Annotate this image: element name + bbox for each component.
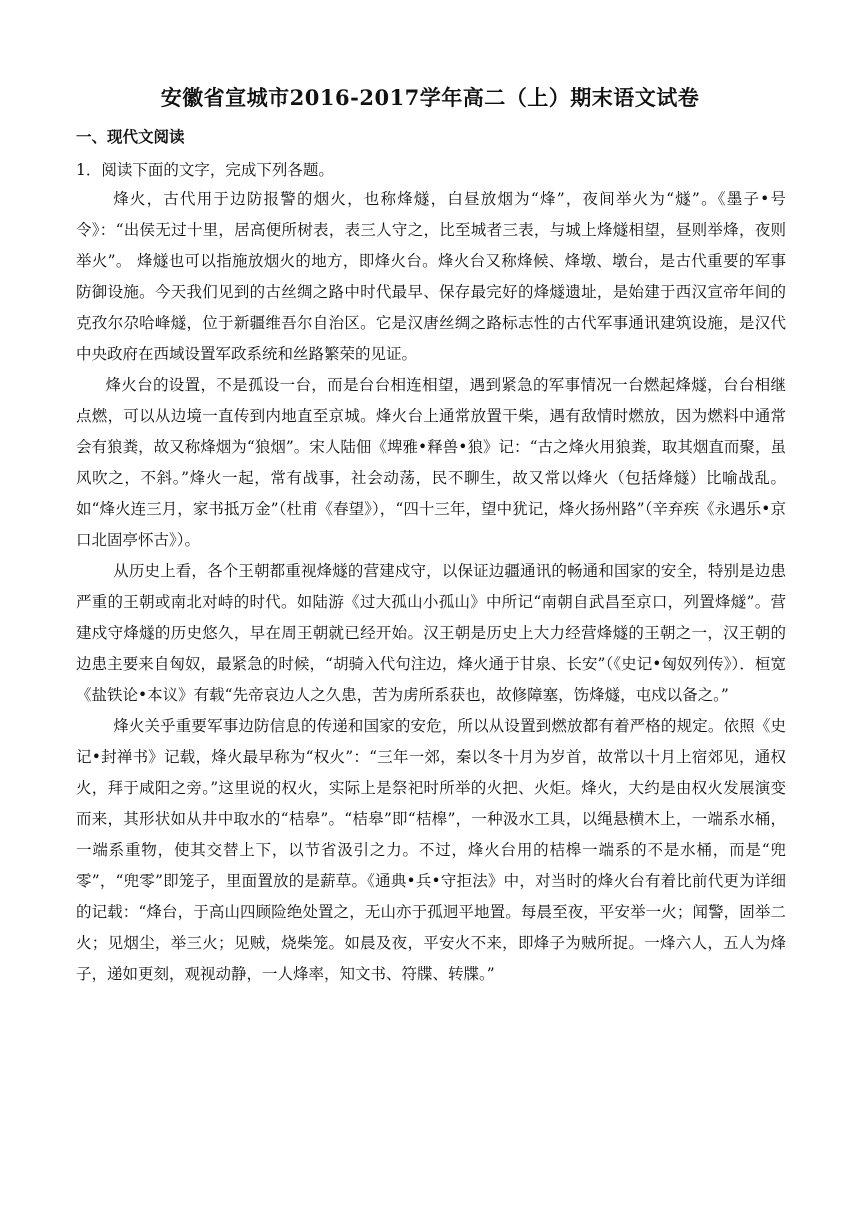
passage-paragraph-4: 烽火关乎重要军事边防信息的传递和国家的安危，所以从设置到燃放都有着严格的规定。依照《史记•封禅书》记载，烽火最早称为“权火”：“三年一郊，秦以冬十月为岁首，故常以十月上宿郊见，通权火，拜于咸阳之旁。”这里说的权火，实际上是祭祀时所举的火把、火炬。烽火，大约是由权火发展演变而来，其形状如从井中取水的“桔皋”。“桔皋”即“桔槔”，一种汲水工具，以绳悬横木上，一端系水桶，一端系重物，使其交替上下，以节省汲引之力。不过，烽火台用的桔槔一端系的不是水桶，而是“兜零”，“兜零”即笼子，里面置放的是薪草。《通典•兵•守拒法》中，对当时的烽火台有着比前代更为详细的记载：“烽台，于高山四顾险绝处置之，无山亦于孤迥平地置。每晨至夜，平安举一火；闻警，固举二火；见烟尘，举三火；见贼，烧柴笼。如晨及夜，平安火不来，即烽子为贼所捉。一烽六人，五人为烽子，递如更刻，观视动静，一人烽率，知文书、符牒、转牒。” — [76, 717, 786, 983]
document-title: 安徽省宣城市2016-2017学年高二（上）期末语文试卷 — [160, 85, 700, 110]
reading-passage — [76, 184, 786, 990]
passage-paragraph-1: 烽火，古代用于边防报警的烟火，也称烽燧，白昼放烟为“烽”，夜间举火为“燧”。《墨子•号令》：“出侯无过十里，居高便所树表，表三人守之，比至城者三表，与城上烽燧相望，昼则举烽，夜则举火”。 烽燧也可以指施放烟火的地方，即烽火台。烽火台又称烽候、烽墩、墩台，是古代重要的军事防御设施。今天我们见到的古丝绸之路中时代最早、保存最完好的烽燧遗址，是始建于西汉宣帝年间的克孜尔尕哈峰燧，位于新疆维吾尔自治区。它是汉唐丝绸之路标志性的古代军事通讯建筑设施，是汉代中央政府在西域设置军政系统和丝路繁荣的见证。 — [76, 190, 786, 363]
section-heading: 一、现代文阅读 — [76, 127, 185, 146]
passage-paragraph-2: 烽火台的设置，不是孤设一台，而是台台相连相望，遇到紧急的军事情况一台燃起烽燧，台台相继点燃，可以从边境一直传到内地直至京城。烽火台上通常放置干柴，遇有敌情时燃放，因为燃料中通常会有狼粪，故又称烽烟为“狼烟”。宋人陆佃《埤雅•释兽•狼》记：“古之烽火用狼粪，取其烟直而聚，虽风吹之，不斜。”烽火一起，常有战事，社会动荡，民不聊生，故又常以烽火（包括烽燧）比喻战乱。如“烽火连三月，家书抵万金”（杜甫《春望》），“四十三年，望中犹记，烽火扬州路”（辛弃疾《永遇乐•京口北固亭怀古》）。 — [76, 376, 786, 549]
question-prompt: 1．阅读下面的文字，完成下列各题。 — [76, 161, 334, 179]
passage-paragraph-3: 从历史上看，各个王朝都重视烽燧的营建戍守，以保证边疆通讯的畅通和国家的安全，特别是边患严重的王朝或南北对峙的时代。如陆游《过大孤山小孤山》中所记“南朝自武昌至京口，列置烽燧”。营建戍守烽燧的历史悠久，早在周王朝就已经开始。汉王朝是历史上大力经营烽燧的王朝之一，汉王朝的边患主要来自匈奴，最紧急的时候，“胡骑入代句注边，烽火通于甘泉、长安”（《史记•匈奴列传》）．桓宽《盐铁论•本议》有载“先帝哀边人之久患，苦为虏所系获也，故修障塞，饬烽燧，屯戍以备之。” — [76, 562, 786, 704]
